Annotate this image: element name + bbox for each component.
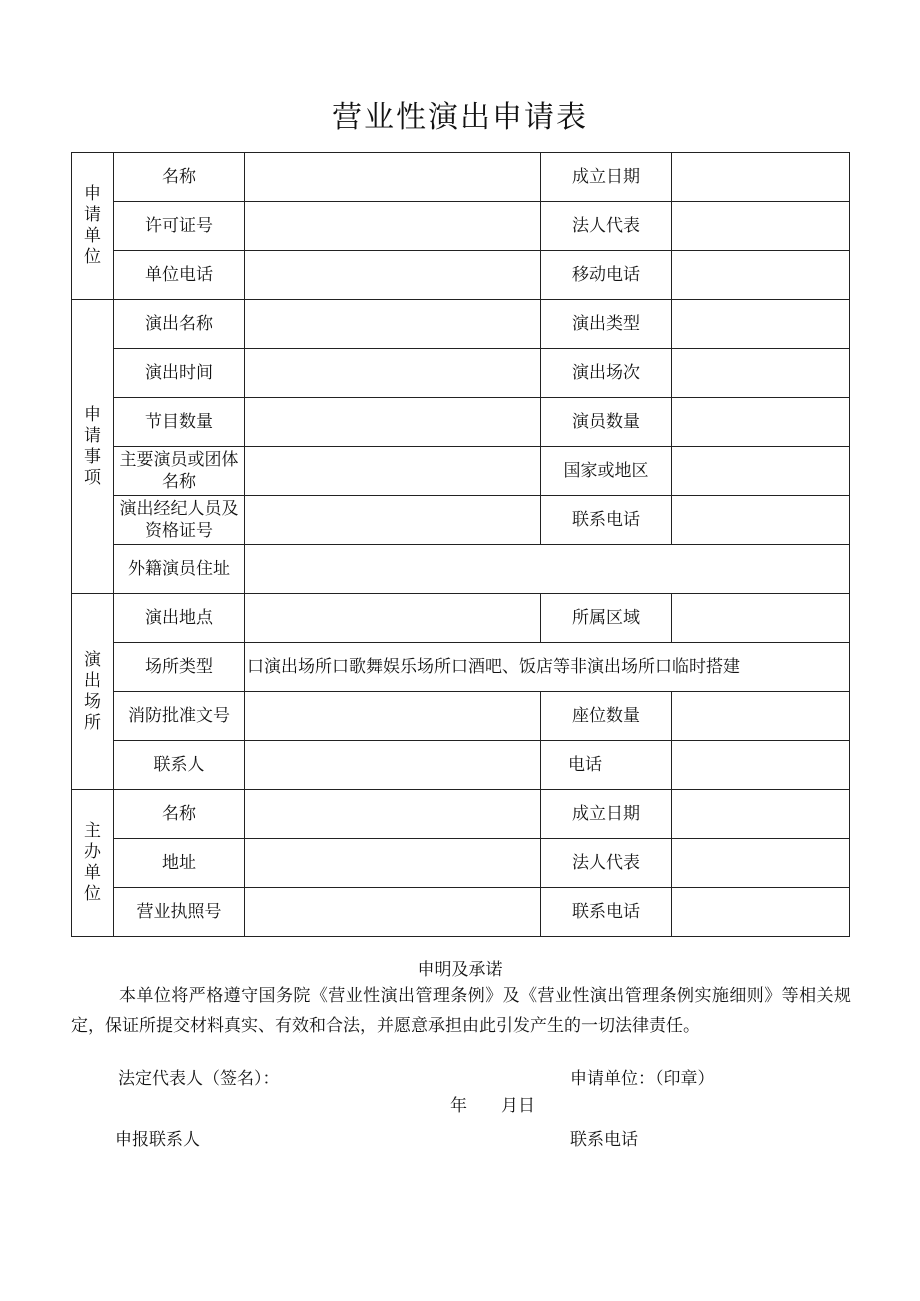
field-organizer-legal-rep[interactable] (672, 839, 850, 888)
label-venue-type: 场所类型 (114, 643, 245, 692)
label-unit-phone: 单位电话 (114, 251, 245, 300)
label-business-license: 营业执照号 (114, 888, 245, 937)
label-show-time: 演出时间 (114, 349, 245, 398)
label-foreign-address: 外籍演员住址 (114, 545, 245, 594)
field-main-performers[interactable] (245, 447, 541, 496)
field-organizer-founded[interactable] (672, 790, 850, 839)
table-row (72, 398, 850, 447)
label-license: 许可证号 (114, 202, 245, 251)
field-applicant-legal-rep[interactable] (672, 202, 850, 251)
field-organizer-name[interactable] (245, 790, 541, 839)
venue-type-options[interactable]: 口演出场所口歌舞娱乐场所口酒吧、饭店等非演出场所口临时搭建 (245, 643, 850, 692)
table-row (72, 643, 850, 692)
label-location: 演出地点 (114, 594, 245, 643)
field-applicant-name[interactable] (245, 153, 541, 202)
table-row (72, 790, 850, 839)
field-organizer-address[interactable] (245, 839, 541, 888)
table-row (72, 888, 850, 937)
declaration-title: 申明及承诺 (417, 960, 503, 980)
section-label-venue: 演出场所 (72, 594, 114, 790)
label-show-type: 演出类型 (541, 300, 672, 349)
label-venue-phone: 电话 (541, 741, 672, 790)
field-business-license[interactable] (245, 888, 541, 937)
label-main-performers: 主要演员或团体名称 (114, 447, 245, 496)
label-district: 所属区域 (541, 594, 672, 643)
field-mobile[interactable] (672, 251, 850, 300)
field-fire-approval[interactable] (245, 692, 541, 741)
label-organizer-founded: 成立日期 (541, 790, 672, 839)
field-applicant-founded[interactable] (672, 153, 850, 202)
field-program-count[interactable] (245, 398, 541, 447)
field-foreign-address[interactable] (245, 545, 850, 594)
application-form-table (71, 152, 850, 937)
unit-seal-label: 申请单位：（印章） (570, 1069, 715, 1089)
field-seats[interactable] (672, 692, 850, 741)
page-title: 营业性演出申请表 (332, 100, 588, 135)
table-row (72, 594, 850, 643)
field-matters-contact-phone[interactable] (672, 496, 850, 545)
section-label-applicant: 申请单位 (72, 153, 114, 300)
table-row (72, 839, 850, 888)
date-label: 年 月日 (450, 1096, 535, 1116)
table-row (72, 153, 850, 202)
table-row (72, 496, 850, 545)
label-fire-approval: 消防批准文号 (114, 692, 245, 741)
field-location[interactable] (245, 594, 541, 643)
table-row (72, 545, 850, 594)
label-show-count: 演出场次 (541, 349, 672, 398)
label-country: 国家或地区 (541, 447, 672, 496)
table-row (72, 349, 850, 398)
section-label-matters: 申请事项 (72, 300, 114, 594)
field-show-type[interactable] (672, 300, 850, 349)
label-program-count: 节目数量 (114, 398, 245, 447)
declaration-text: 本单位将严格遵守国务院《营业性演出管理条例》及《营业性演出管理条例实施细则》等相关规定，保证所提交材料真实、有效和合法，并愿意承担由此引发产生的一切法律责任。 (71, 986, 851, 1036)
contact-phone-label: 联系电话 (570, 1130, 638, 1150)
contact-person-label: 申报联系人 (115, 1130, 200, 1150)
field-district[interactable] (672, 594, 850, 643)
field-show-name[interactable] (245, 300, 541, 349)
label-seats: 座位数量 (541, 692, 672, 741)
field-agent[interactable] (245, 496, 541, 545)
label-organizer-legal-rep: 法人代表 (541, 839, 672, 888)
label-organizer-contact-phone: 联系电话 (541, 888, 672, 937)
field-venue-phone[interactable] (672, 741, 850, 790)
field-show-time[interactable] (245, 349, 541, 398)
table-row (72, 202, 850, 251)
section-label-organizer: 主办单位 (72, 790, 114, 937)
field-performer-count[interactable] (672, 398, 850, 447)
table-row (72, 251, 850, 300)
field-show-count[interactable] (672, 349, 850, 398)
label-applicant-founded: 成立日期 (541, 153, 672, 202)
label-mobile: 移动电话 (541, 251, 672, 300)
label-organizer-name: 名称 (114, 790, 245, 839)
label-matters-contact-phone: 联系电话 (541, 496, 672, 545)
table-row (72, 741, 850, 790)
table-row (72, 447, 850, 496)
field-country[interactable] (672, 447, 850, 496)
field-organizer-contact-phone[interactable] (672, 888, 850, 937)
legal-rep-signature-label: 法定代表人（签名）： (118, 1069, 280, 1089)
table-row (72, 300, 850, 349)
label-performer-count: 演员数量 (541, 398, 672, 447)
label-venue-contact: 联系人 (114, 741, 245, 790)
label-agent: 演出经纪人员及资格证号 (114, 496, 245, 545)
label-show-name: 演出名称 (114, 300, 245, 349)
label-applicant-name: 名称 (114, 153, 245, 202)
label-applicant-legal-rep: 法人代表 (541, 202, 672, 251)
table-row (72, 692, 850, 741)
label-organizer-address: 地址 (114, 839, 245, 888)
field-unit-phone[interactable] (245, 251, 541, 300)
field-venue-contact[interactable] (245, 741, 541, 790)
field-license[interactable] (245, 202, 541, 251)
